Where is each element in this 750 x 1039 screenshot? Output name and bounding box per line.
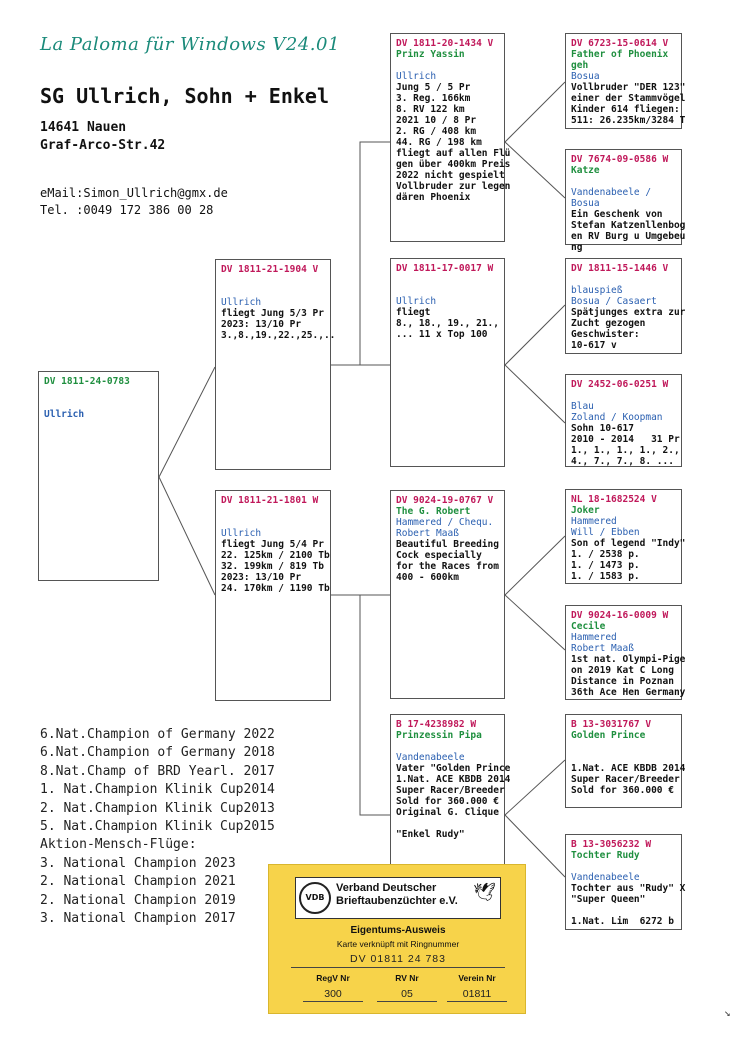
owner-email: eMail:Simon_Ullrich@gmx.de [40, 186, 228, 200]
grandparent-ring: DV 1811-20-1434 V [396, 38, 494, 49]
great-grandparent-box [565, 149, 686, 253]
dam-note: 2023: 13/10 Pr [221, 572, 302, 583]
sire-breeder: Ullrich [221, 297, 262, 308]
great-grandparent-note: Kinder 614 fliegen: [571, 104, 680, 115]
card-field-rv [377, 973, 437, 1002]
card-field-value: 300 [303, 988, 363, 1002]
grandparent-name: Prinz Yassin [396, 49, 465, 60]
dam-note: 22. 125km / 2100 Tb [221, 550, 330, 561]
grandparent-name: The G. Robert [396, 506, 471, 517]
grandparent-note: 44. RG / 198 km [396, 137, 482, 148]
dam-note: fliegt Jung 5/4 Pr [221, 539, 324, 550]
great-grandparent-name: Joker [571, 505, 600, 516]
grandparent-note: Original G. Clique [396, 807, 499, 818]
grandparent-note: for the Races from [396, 561, 499, 572]
great-grandparent-note: ng [571, 242, 583, 253]
brand-title: La Paloma für Windows V24.01 [40, 34, 340, 55]
card-field-value: 05 [377, 988, 437, 1002]
card-field-label: RV Nr [395, 973, 419, 983]
dam-ring: DV 1811-21-1801 W [221, 495, 319, 506]
great-grandparent-name: Cecile [571, 621, 606, 632]
card-field-label: RegV Nr [316, 973, 350, 983]
sire-note: fliegt Jung 5/3 Pr [221, 308, 324, 319]
grandparent-ring: DV 1811-17-0017 W [396, 263, 494, 274]
great-grandparent-ring: B 13-3031767 V [571, 719, 652, 730]
grandparent-note: Vater "Golden Prince [396, 763, 511, 774]
great-grandparent-note: en RV Burg u Umgebeu [571, 231, 686, 242]
card-field-verein [447, 973, 507, 1002]
sire-note: 2023: 13/10 Pr [221, 319, 302, 330]
card-title: Eigentums-Ausweis [350, 925, 446, 936]
grandparent-ring: DV 9024-19-0767 V [396, 495, 494, 506]
card-header [295, 877, 501, 919]
great-grandparent-note: 1. / 1473 p. [571, 560, 640, 571]
grandparent-box [390, 490, 505, 699]
grandparent-note: Jung 5 / 5 Pr [396, 82, 471, 93]
sire-ring: DV 1811-21-1904 V [221, 264, 319, 275]
owner-name: SG Ullrich, Sohn + Enkel [40, 84, 329, 108]
grandparent-name: Prinzessin Pipa [396, 730, 482, 741]
grandparent-note: ... 11 x Top 100 [396, 329, 488, 340]
great-grandparent-breeder: Bosua [571, 71, 600, 82]
scan-mark-icon: ↘ [724, 1006, 731, 1019]
sire-box [215, 259, 336, 470]
great-grandparent-name: Father of Phoenix [571, 49, 669, 60]
great-grandparent-box [565, 714, 686, 808]
dam-note: 32. 199km / 819 Tb [221, 561, 324, 572]
grandparent-note: dären Phoenix [396, 192, 471, 203]
great-grandparent-name: Golden Prince [571, 730, 646, 741]
grandparent-breeder: Vandenabeele [396, 752, 465, 763]
achievement-item: 2. Nat.Champion Klinik Cup2013 [40, 800, 275, 816]
great-grandparent-ring: DV 1811-15-1446 V [571, 263, 669, 274]
card-field-value: 01811 [447, 988, 507, 1002]
grandparent-note: 2. RG / 408 km [396, 126, 477, 137]
grandparent-note: 3. Reg. 166km [396, 93, 471, 104]
owner-city: 14641 Nauen [40, 120, 127, 135]
association-logo-icon: VDB [299, 882, 331, 914]
great-grandparent-ring: DV 9024-16-0009 W [571, 610, 669, 621]
great-grandparent-box [565, 605, 686, 700]
dam-breeder: Ullrich [221, 528, 262, 539]
achievement-item: 2. National Champion 2019 [40, 892, 236, 908]
great-grandparent-box [565, 33, 686, 129]
owner-phone: Tel. :0049 172 386 00 28 [40, 203, 214, 217]
grandparent-note: "Enkel Rudy" [396, 829, 465, 840]
achievement-item: 6.Nat.Champion of Germany 2018 [40, 745, 275, 761]
great-grandparent-note: 10-617 v [571, 340, 617, 351]
achievement-item: 5. Nat.Champion Klinik Cup2015 [40, 819, 275, 835]
great-grandparent-breeder: Hammered [571, 632, 617, 643]
card-subtitle: Karte verknüpft mit Ringnummer [336, 939, 460, 949]
great-grandparent-note: 1.Nat. Lim 6272 b [571, 916, 674, 927]
achievement-item: 2. National Champion 2021 [40, 874, 236, 890]
great-grandparent-note: "Super Queen" [571, 894, 646, 905]
grandparent-note: 400 - 600km [396, 572, 459, 583]
great-grandparent-breeder: blauspieß [571, 285, 623, 296]
great-grandparent-box [565, 489, 686, 584]
subject-ring: DV 1811-24-0783 [44, 376, 130, 387]
great-grandparent-note: Tochter aus "Rudy" X [571, 883, 686, 894]
grandparent-note: Vollbruder zur legen [396, 181, 511, 192]
owner-street: Graf-Arco-Str.42 [40, 138, 166, 153]
great-grandparent-name-2: geh [571, 60, 589, 71]
great-grandparent-note: 1. / 2538 p. [571, 549, 640, 560]
great-grandparent-breeder: Vandenabeele / Bosua [571, 187, 652, 209]
dam-box [215, 490, 331, 701]
achievements-list [40, 726, 275, 928]
great-grandparent-breeder: Vandenabeele [571, 872, 640, 883]
great-grandparent-note: Sold for 360.000 € [571, 785, 674, 796]
great-grandparent-note: Sohn 10-617 [571, 423, 634, 434]
grandparent-note: 8., 18., 19., 21., [396, 318, 499, 329]
great-grandparent-note: einer der Stammvögel [571, 93, 686, 104]
dam-note: 24. 170km / 1190 Tb [221, 583, 330, 594]
grandparent-note: 2021 10 / 8 Pr [396, 115, 477, 126]
great-grandparent-name: Katze [571, 165, 600, 176]
great-grandparent-note: 2010 - 2014 31 Pr [571, 434, 680, 445]
grandparent-note: 2022 nicht gespielt [396, 170, 505, 181]
grandparent-note: Cock especially [396, 550, 482, 561]
great-grandparent-note: 4., 7., 7., 8. ... [571, 456, 674, 467]
grandparent-note: Beautiful Breeding [396, 539, 499, 550]
subject-box [38, 371, 159, 581]
great-grandparent-note: Super Racer/Breeder [571, 774, 680, 785]
achievement-item: 3. National Champion 2017 [40, 911, 236, 927]
great-grandparent-note: 36th Ace Hen Germany [571, 687, 686, 698]
grandparent-note: fliegt [396, 307, 431, 318]
card-ring-number: DV 01811 24 783 [291, 953, 505, 968]
card-org-line1: Verband Deutscher [336, 882, 437, 894]
great-grandparent-note: 511: 26.235km/3284 T [571, 115, 686, 126]
grandparent-note: gen über 400km Preis [396, 159, 511, 170]
great-grandparent-box [565, 834, 686, 930]
great-grandparent-note: Zucht gezogen [571, 318, 646, 329]
great-grandparent-note: 1st nat. Olympi-Pige [571, 654, 686, 665]
great-grandparent-breeder-2: Robert Maaß [571, 643, 634, 654]
great-grandparent-breeder-2: Will / Ebben [571, 527, 640, 538]
card-field-regv [303, 973, 363, 1002]
great-grandparent-breeder: Blau [571, 401, 594, 412]
great-grandparent-note: 1.Nat. ACE KBDB 2014 [571, 763, 686, 774]
great-grandparent-note: Spätjunges extra zur [571, 307, 686, 318]
grandparent-note: Sold for 360.000 € [396, 796, 499, 807]
grandparent-breeder: Ullrich [396, 296, 437, 307]
great-grandparent-name: Tochter Rudy [571, 850, 640, 861]
grandparent-note: fliegt auf allen Flü [396, 148, 511, 159]
card-field-label: Verein Nr [458, 973, 496, 983]
grandparent-ring: B 17-4238982 W [396, 719, 477, 730]
great-grandparent-note: Stefan Katzenllenbog [571, 220, 686, 231]
achievement-item: 3. National Champion 2023 [40, 855, 236, 871]
grandparent-breeder-2: Robert Maaß [396, 528, 459, 539]
grandparent-note: 8. RV 122 km [396, 104, 465, 115]
pigeon-icon: 🕊 [473, 882, 496, 903]
great-grandparent-box [565, 374, 682, 467]
great-grandparent-note: Son of legend "Indy" [571, 538, 686, 549]
great-grandparent-note: 1. / 1583 p. [571, 571, 640, 582]
card-org-name [336, 882, 458, 908]
great-grandparent-box [565, 258, 686, 354]
achievement-item: Aktion-Mensch-Flüge: [40, 837, 197, 853]
great-grandparent-note: 1., 1., 1., 1., 2., [571, 445, 680, 456]
card-org-line2: Brieftaubenzüchter e.V. [336, 895, 458, 907]
grandparent-note: 1.Nat. ACE KBDB 2014 [396, 774, 511, 785]
grandparent-box [390, 258, 505, 467]
great-grandparent-ring: DV 7674-09-0586 W [571, 154, 669, 165]
great-grandparent-note: on 2019 Kat C Long [571, 665, 674, 676]
great-grandparent-note: Vollbruder "DER 123" [571, 82, 686, 93]
achievement-item: 1. Nat.Champion Klinik Cup2014 [40, 782, 275, 798]
great-grandparent-ring: B 13-3056232 W [571, 839, 652, 850]
ownership-card [268, 864, 526, 1014]
great-grandparent-breeder-2: Zoland / Koopman [571, 412, 663, 423]
grandparent-breeder: Hammered / Chequ. [396, 517, 494, 528]
achievement-item: 8.Nat.Champ of BRD Yearl. 2017 [40, 763, 275, 779]
great-grandparent-note: Distance in Poznan [571, 676, 674, 687]
achievement-item: 6.Nat.Champion of Germany 2022 [40, 727, 275, 742]
subject-breeder: Ullrich [44, 409, 85, 420]
great-grandparent-breeder: Hammered [571, 516, 617, 527]
great-grandparent-note: Geschwister: [571, 329, 640, 340]
grandparent-breeder: Ullrich [396, 71, 437, 82]
sire-note: 3.,8.,19.,22.,25.,.. [221, 330, 336, 341]
great-grandparent-ring: NL 18-1682524 V [571, 494, 657, 505]
great-grandparent-note: Ein Geschenk von [571, 209, 663, 220]
great-grandparent-ring: DV 6723-15-0614 V [571, 38, 669, 49]
great-grandparent-breeder-2: Bosua / Casaert [571, 296, 657, 307]
grandparent-box [390, 33, 511, 242]
great-grandparent-ring: DV 2452-06-0251 W [571, 379, 669, 390]
grandparent-note: Super Racer/Breeder [396, 785, 505, 796]
